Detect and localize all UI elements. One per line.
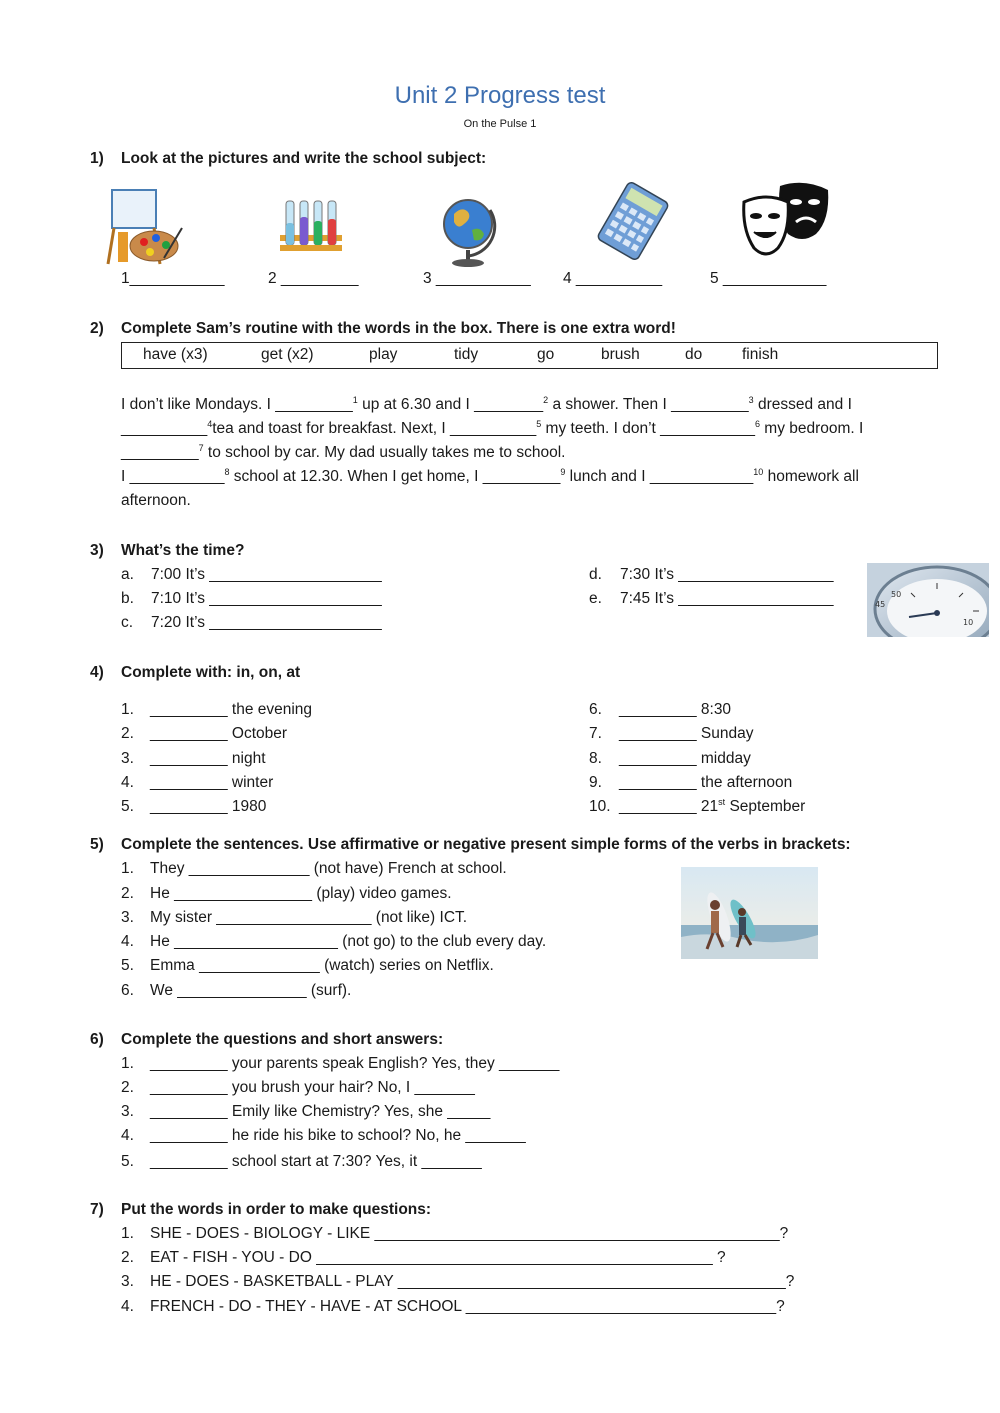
- time-item[interactable]: b. 7:10 It’s ____________________: [121, 590, 382, 607]
- subject-blank-2[interactable]: 2 _________: [268, 270, 359, 287]
- word-box-item: have (x3): [143, 346, 208, 363]
- science-icon: [276, 195, 346, 255]
- drama-icon: [740, 178, 832, 260]
- sentence-item[interactable]: 5. Emma ______________ (watch) series on Netflix.: [121, 957, 494, 974]
- word-box-item: finish: [742, 346, 779, 363]
- sentence-item[interactable]: 4. He ___________________ (not go) to the club every day.: [121, 933, 547, 950]
- page-subtitle: On the Pulse 1: [463, 118, 537, 130]
- section-heading-text: Complete the questions and short answers:: [121, 1031, 444, 1048]
- subject-blank-1[interactable]: 1___________: [121, 270, 225, 287]
- word-box-item: tidy: [454, 346, 479, 363]
- section-number: 1): [90, 150, 104, 167]
- art-icon: [104, 188, 186, 266]
- preposition-item[interactable]: 6. _________ 8:30: [589, 701, 732, 718]
- word-order-item[interactable]: 1. SHE - DOES - BIOLOGY - LIKE _______________________________________________?: [121, 1225, 789, 1242]
- time-item[interactable]: a. 7:00 It’s ____________________: [121, 566, 382, 583]
- section-number: 5): [90, 836, 104, 853]
- question-item[interactable]: 5. _________ school start at 7:30? Yes, it _______: [121, 1153, 482, 1170]
- routine-line-5: afternoon.: [121, 492, 191, 509]
- section-5-heading: [90, 836, 851, 854]
- surfers-photo: [681, 867, 818, 959]
- section-7-heading: [90, 1201, 431, 1219]
- word-order-item[interactable]: 3. HE - DOES - BASKETBALL - PLAY _____________________________________________?: [121, 1273, 795, 1290]
- preposition-item[interactable]: 1. _________ the evening: [121, 701, 313, 718]
- word-box-item: play: [369, 346, 398, 363]
- section-number: 4): [90, 664, 104, 681]
- time-item[interactable]: d. 7:30 It’s __________________: [589, 566, 834, 583]
- section-number: 6): [90, 1031, 104, 1048]
- question-item[interactable]: 1. _________ your parents speak English? Yes, they _______: [121, 1055, 560, 1072]
- section-heading-text: Complete Sam’s routine with the words in the box. There is one extra word!: [121, 320, 676, 337]
- word-order-item[interactable]: 2. EAT - FISH - YOU - DO ______________________________________________ ?: [121, 1249, 726, 1266]
- section-heading-text: Complete the sentences. Use affirmative or negative present simple forms of the verbs in brackets:: [121, 836, 851, 853]
- svg-text:50: 50: [891, 590, 902, 599]
- preposition-item[interactable]: 5. _________ 1980: [121, 798, 267, 815]
- preposition-item[interactable]: 7. _________ Sunday: [589, 725, 754, 742]
- section-4-heading: [90, 664, 300, 682]
- maths-icon: [590, 182, 676, 260]
- page-title: Unit 2 Progress test: [394, 82, 606, 109]
- routine-line-3: _________$^7$ to school by car. My dad usually takes me to school.: [121, 443, 566, 461]
- sentence-item[interactable]: 6. We _______________ (surf).: [121, 982, 352, 999]
- question-item[interactable]: 4. _________ he ride his bike to school? No, he _______: [121, 1127, 526, 1144]
- preposition-item[interactable]: 3. _________ night: [121, 750, 266, 767]
- word-box-item: go: [537, 346, 555, 363]
- sentence-item[interactable]: 2. He ________________ (play) video games.: [121, 885, 452, 902]
- routine-line-1: I don’t like Mondays. I _________$^1$ up at 6.30 and I ________$^2$ a shower. Then I _________$^3$ dressed and I: [121, 395, 852, 413]
- preposition-item[interactable]: 9. _________ the afternoon: [589, 774, 793, 791]
- word-box-item: brush: [601, 346, 640, 363]
- svg-text:10: 10: [963, 618, 974, 627]
- section-2-heading: [90, 320, 676, 338]
- time-item[interactable]: c. 7:20 It’s ____________________: [121, 614, 382, 631]
- preposition-item[interactable]: 10. _________ 21st September: [589, 797, 806, 815]
- preposition-item[interactable]: 8. _________ midday: [589, 750, 751, 767]
- section-number: 3): [90, 542, 104, 559]
- question-item[interactable]: 2. _________ you brush your hair? No, I _______: [121, 1079, 475, 1096]
- section-heading-text: Put the words in order to make questions:: [121, 1201, 432, 1218]
- section-6-heading: [90, 1031, 443, 1049]
- section-1-heading: [90, 150, 486, 168]
- subject-blank-5[interactable]: 5 ____________: [710, 270, 827, 287]
- sentence-item[interactable]: 3. My sister __________________ (not like) ICT.: [121, 909, 468, 926]
- svg-text:45: 45: [875, 600, 886, 609]
- section-number: 2): [90, 320, 104, 337]
- routine-line-2: __________$^4$tea and toast for breakfast. Next, I __________$^5$ my teeth. I don’t ___________$^6$ my bedroom. I: [121, 419, 864, 437]
- routine-line-4: I ___________$^8$ school at 12.30. When I get home, I _________$^9$ lunch and I ____________$^{10}$ homework all: [121, 467, 859, 485]
- stopwatch-icon: [867, 563, 989, 637]
- subject-blank-4[interactable]: 4 __________: [563, 270, 663, 287]
- sentence-item[interactable]: 1. They ______________ (not have) French at school.: [121, 860, 507, 877]
- word-order-item[interactable]: 4. FRENCH - DO - THEY - HAVE - AT SCHOOL ____________________________________?: [121, 1298, 785, 1315]
- subject-blank-3[interactable]: 3 ___________: [423, 270, 531, 287]
- geography-icon: [440, 192, 500, 268]
- section-number: 7): [90, 1201, 104, 1218]
- section-heading-text: Look at the pictures and write the school subject:: [121, 150, 487, 167]
- section-heading-text: What’s the time?: [121, 542, 245, 559]
- preposition-item[interactable]: 4. _________ winter: [121, 774, 274, 791]
- preposition-item[interactable]: 2. _________ October: [121, 725, 288, 742]
- word-box-item: do: [685, 346, 703, 363]
- word-box: [121, 342, 938, 369]
- section-3-heading: [90, 542, 244, 560]
- section-heading-text: Complete with: in, on, at: [121, 664, 301, 681]
- time-item[interactable]: e. 7:45 It’s __________________: [589, 590, 834, 607]
- word-box-item: get (x2): [261, 346, 314, 363]
- question-item[interactable]: 3. _________ Emily like Chemistry? Yes, she _____: [121, 1103, 491, 1120]
